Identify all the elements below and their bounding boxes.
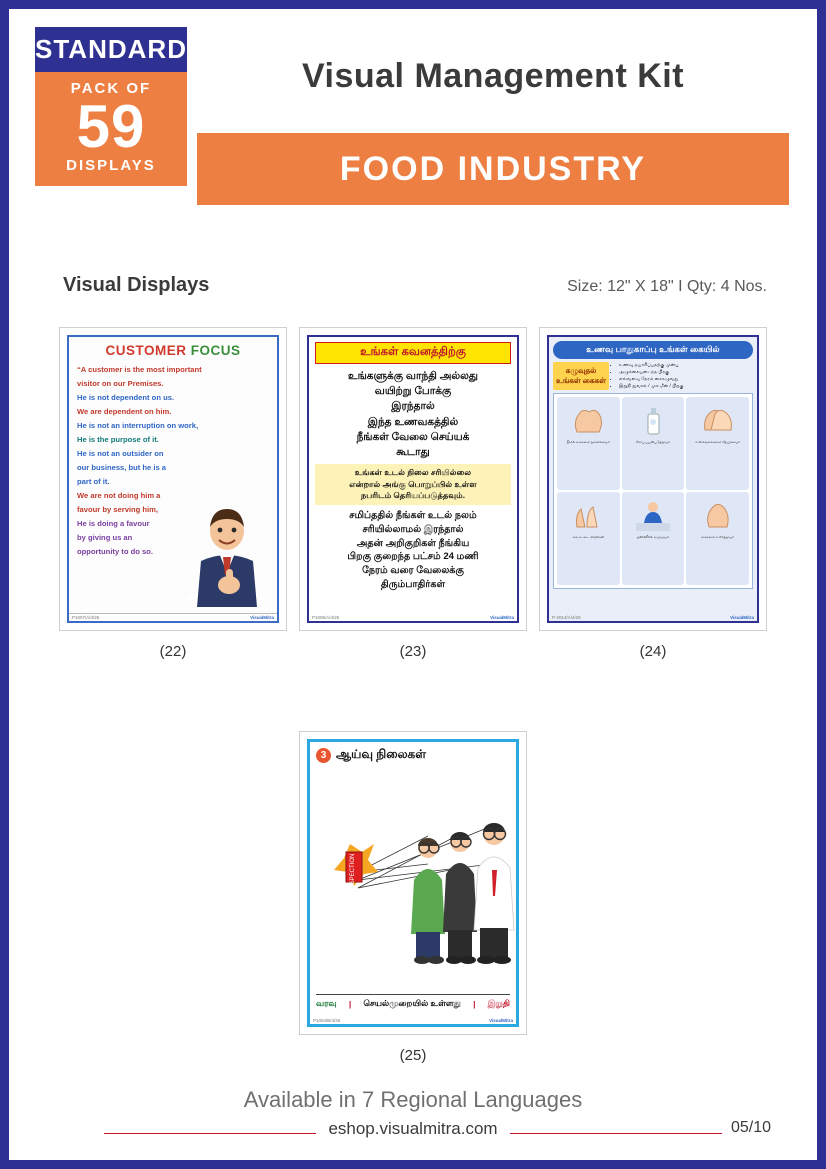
- poster-25-footer: [310, 1017, 516, 1024]
- poster-25-brand: VisualMitra: [489, 1018, 513, 1023]
- poster-24-header: உணவு பாதுகாப்பு உங்கள் கையில்: [553, 341, 753, 359]
- handwash-step-6: [686, 492, 749, 585]
- poster-23-block2: [315, 509, 511, 592]
- handwash-step-1: [557, 397, 620, 490]
- poster-25-stage-bar: [316, 994, 510, 1010]
- poster-thumb-23[interactable]: [299, 327, 527, 631]
- footer-url[interactable]: [9, 1119, 817, 1139]
- handwash-step-3-caption: உள்ளங்கைகளை தேய்க்கவும்: [695, 439, 741, 444]
- poster-22-line-3: We are dependent on him.: [77, 407, 172, 416]
- poster-23-hl-l1: என்றால் அங்கு பொறுப்பில் உள்ள: [349, 479, 477, 489]
- poster-23-b1-l3: இந்த உணவகத்தில்: [367, 415, 459, 428]
- poster-23-highlight: [315, 464, 511, 504]
- page-title: Visual Management Kit: [301, 57, 685, 95]
- poster-23-b1-l2: இரந்தால்: [391, 400, 435, 413]
- poster-24-sub-right: [612, 362, 753, 390]
- poster-25-code: P1004/B/4/26: [313, 1018, 341, 1023]
- poster-25-content: [307, 739, 519, 1027]
- poster-22-line-9: We are not doing him a: [77, 491, 161, 500]
- dry-hands-icon: [695, 495, 741, 535]
- hands-icon: [565, 400, 611, 440]
- page-inner: [9, 9, 817, 1160]
- poster-25-caption: (25): [399, 1047, 427, 1064]
- poster-23-code: P1005/A/4/26: [312, 615, 340, 620]
- palms-rub-icon: [695, 400, 741, 440]
- poster-22-caption: (22): [159, 643, 187, 660]
- poster-22-line-11: He is doing a favour: [77, 519, 150, 528]
- poster-22-line-4: He is not an interruption on work,: [77, 421, 199, 430]
- header: [9, 19, 817, 234]
- poster-24-sr-0: • உணவு தயாரிப்பதற்கு முன்பு: [619, 362, 753, 369]
- handwash-step-1-caption: நீரால் கைகளை நனைக்கவும்: [566, 439, 610, 444]
- badge-pack-of-label: PACK OF: [70, 80, 152, 97]
- poster-22-line-6: He is not an outsider on: [77, 449, 164, 458]
- poster-23-caption: (23): [399, 643, 427, 660]
- svg-text:INSPECTION: INSPECTION: [350, 853, 356, 891]
- poster-24-footer: [549, 614, 757, 621]
- handwash-step-3: [686, 397, 749, 490]
- poster-22-line-10: favour by serving him,: [77, 505, 159, 514]
- poster-23-header: உங்கள் கவனத்திற்கு: [315, 342, 511, 364]
- industry-band: [197, 133, 789, 205]
- stage-divider-1: |: [348, 999, 352, 1009]
- poster-22-brand: VisualMitra: [250, 615, 274, 620]
- badge-body: [35, 72, 187, 186]
- stage-divider-2: |: [473, 999, 476, 1009]
- poster-24-brand: VisualMitra: [730, 615, 754, 620]
- poster-22-line-7: our business, but he is a: [77, 463, 167, 472]
- poster-23-b2-l2: அதன் அறிகுறிகள் நீங்கிய: [356, 537, 470, 549]
- footer-url-text: eshop.visualmitra.com: [316, 1119, 509, 1138]
- businessman-illustration: [179, 495, 275, 607]
- poster-23-b1-l4: நீங்கள் வேலை செய்யக்: [356, 430, 470, 443]
- handwash-step-4-caption: கை கட்டை விரல்கள்: [572, 534, 605, 539]
- poster-23-b2-l3: பிறகு குறைந்த பட்சம் 24 மணி: [347, 551, 479, 563]
- poster-22-content: [67, 335, 279, 623]
- poster-thumb-24[interactable]: [539, 327, 767, 631]
- poster-24-sr-2: • எவ்வளவு நேரம் கைகழுவது: [619, 376, 753, 383]
- poster-25-stage-3: இறுதி: [487, 998, 510, 1008]
- badge-displays-label: DISPLAYS: [66, 157, 156, 174]
- poster-25-header-text: ஆய்வு நிலைகள்: [336, 747, 427, 761]
- poster-23-footer: [309, 614, 517, 621]
- poster-23-b2-l5: திரும்பாதிர்கள்: [380, 579, 446, 591]
- poster-23-b1-l0: உங்களுக்கு வாந்தி அல்லது: [348, 370, 478, 382]
- poster-25-stage-1: வரவு: [316, 998, 337, 1008]
- poster-23-b2-l1: சரியில்லாமல் இரந்தால்: [362, 523, 464, 535]
- poster-24-steps-grid: [553, 393, 753, 589]
- pack-badge: [35, 27, 187, 186]
- poster-24-content: [547, 335, 759, 623]
- badge-count: 59: [76, 93, 146, 160]
- poster-23-b2-l0: சமிப்ததில் நீங்கள் உடல் நலம்: [349, 509, 477, 521]
- poster-23-b2-l4: நேரம் வரை வேலைக்கு: [362, 565, 464, 577]
- poster-22-line-13: opportunity to do so.: [77, 547, 153, 556]
- poster-24-caption: (24): [639, 643, 667, 660]
- poster-thumb-25[interactable]: [299, 731, 527, 1035]
- section-title: Visual Displays: [63, 274, 210, 296]
- poster-22-heading: CUSTOMER FOCUS: [105, 343, 241, 358]
- poster-23-hl-l0: உங்கள் உடல் நிலை சரியில்லை: [354, 468, 472, 478]
- handwash-step-2: [622, 397, 685, 490]
- poster-23-brand: VisualMitra: [490, 615, 514, 620]
- inspection-illustration: [310, 760, 519, 978]
- poster-23-hl-l2: நபரிடம் தெரியப்படுத்தவும்.: [360, 491, 466, 501]
- poster-23-block1: [315, 369, 511, 460]
- poster-card-23[interactable]: [299, 327, 527, 660]
- poster-row-2: [59, 731, 767, 1064]
- poster-23-content: [307, 335, 519, 623]
- poster-22-footer: [69, 613, 277, 621]
- poster-card-22[interactable]: [59, 327, 287, 660]
- poster-24-subheader: [553, 362, 753, 390]
- section-header: [63, 274, 767, 297]
- poster-25-stage-2: செயல்முறையில் உள்ளது: [363, 998, 461, 1008]
- poster-23-b1-l5: கூடாது: [396, 446, 430, 459]
- poster-25-number-badge: 3: [316, 748, 331, 763]
- handwash-step-5-caption: தண்ணீரில் கழுவவும்: [637, 534, 669, 539]
- soap-bottle-icon: [630, 400, 676, 440]
- handwash-step-4: [557, 492, 620, 585]
- badge-standard-label: STANDARD: [35, 27, 187, 72]
- section-meta: Size: 12" X 18" I Qty: 4 Nos.: [567, 278, 767, 295]
- handwash-step-2-caption: சோப் பயன்படுத்தவும்: [635, 439, 671, 444]
- industry-band-label: FOOD INDUSTRY: [339, 149, 647, 188]
- poster-22-line-8: part of it.: [77, 477, 110, 486]
- poster-22-line-5: He is the purpose of it.: [77, 435, 159, 444]
- poster-row-1: [59, 327, 767, 660]
- poster-22-line-0: “A customer is the most important: [77, 365, 202, 374]
- poster-card-24[interactable]: [539, 327, 767, 660]
- footer-page-number: 05/10: [725, 1119, 777, 1137]
- fingers-icon: [565, 495, 611, 535]
- footer-note: Available in 7 Regional Languages: [243, 1087, 583, 1112]
- poster-22-line-12: by giving us an: [77, 533, 133, 542]
- poster-22-line-1: visitor on our Premises.: [77, 379, 164, 388]
- poster-thumb-22[interactable]: [59, 327, 287, 631]
- poster-22-code: P1007/A/4/26: [72, 615, 100, 620]
- poster-22-line-2: He is not dependent on us.: [77, 393, 175, 402]
- handwash-step-6-caption: கைகளை உலர்த்தவும்: [701, 534, 735, 539]
- poster-24-sr-3: • இறுதி துவால் / முக மீன் / பிறகு: [619, 383, 753, 390]
- poster-24-code: P-2014/A/4/26: [552, 615, 581, 620]
- poster-24-sub-left: கழுவுதல் உங்கள் கைகள்: [553, 362, 609, 390]
- washing-person-icon: [630, 495, 676, 535]
- poster-24-sr-1: • அழுக்கையடைந்த பிரகு: [619, 369, 753, 376]
- poster-23-b1-l1: வயிற்று போக்கு: [374, 385, 452, 398]
- handwash-step-5: [622, 492, 685, 585]
- poster-card-25[interactable]: [299, 731, 527, 1064]
